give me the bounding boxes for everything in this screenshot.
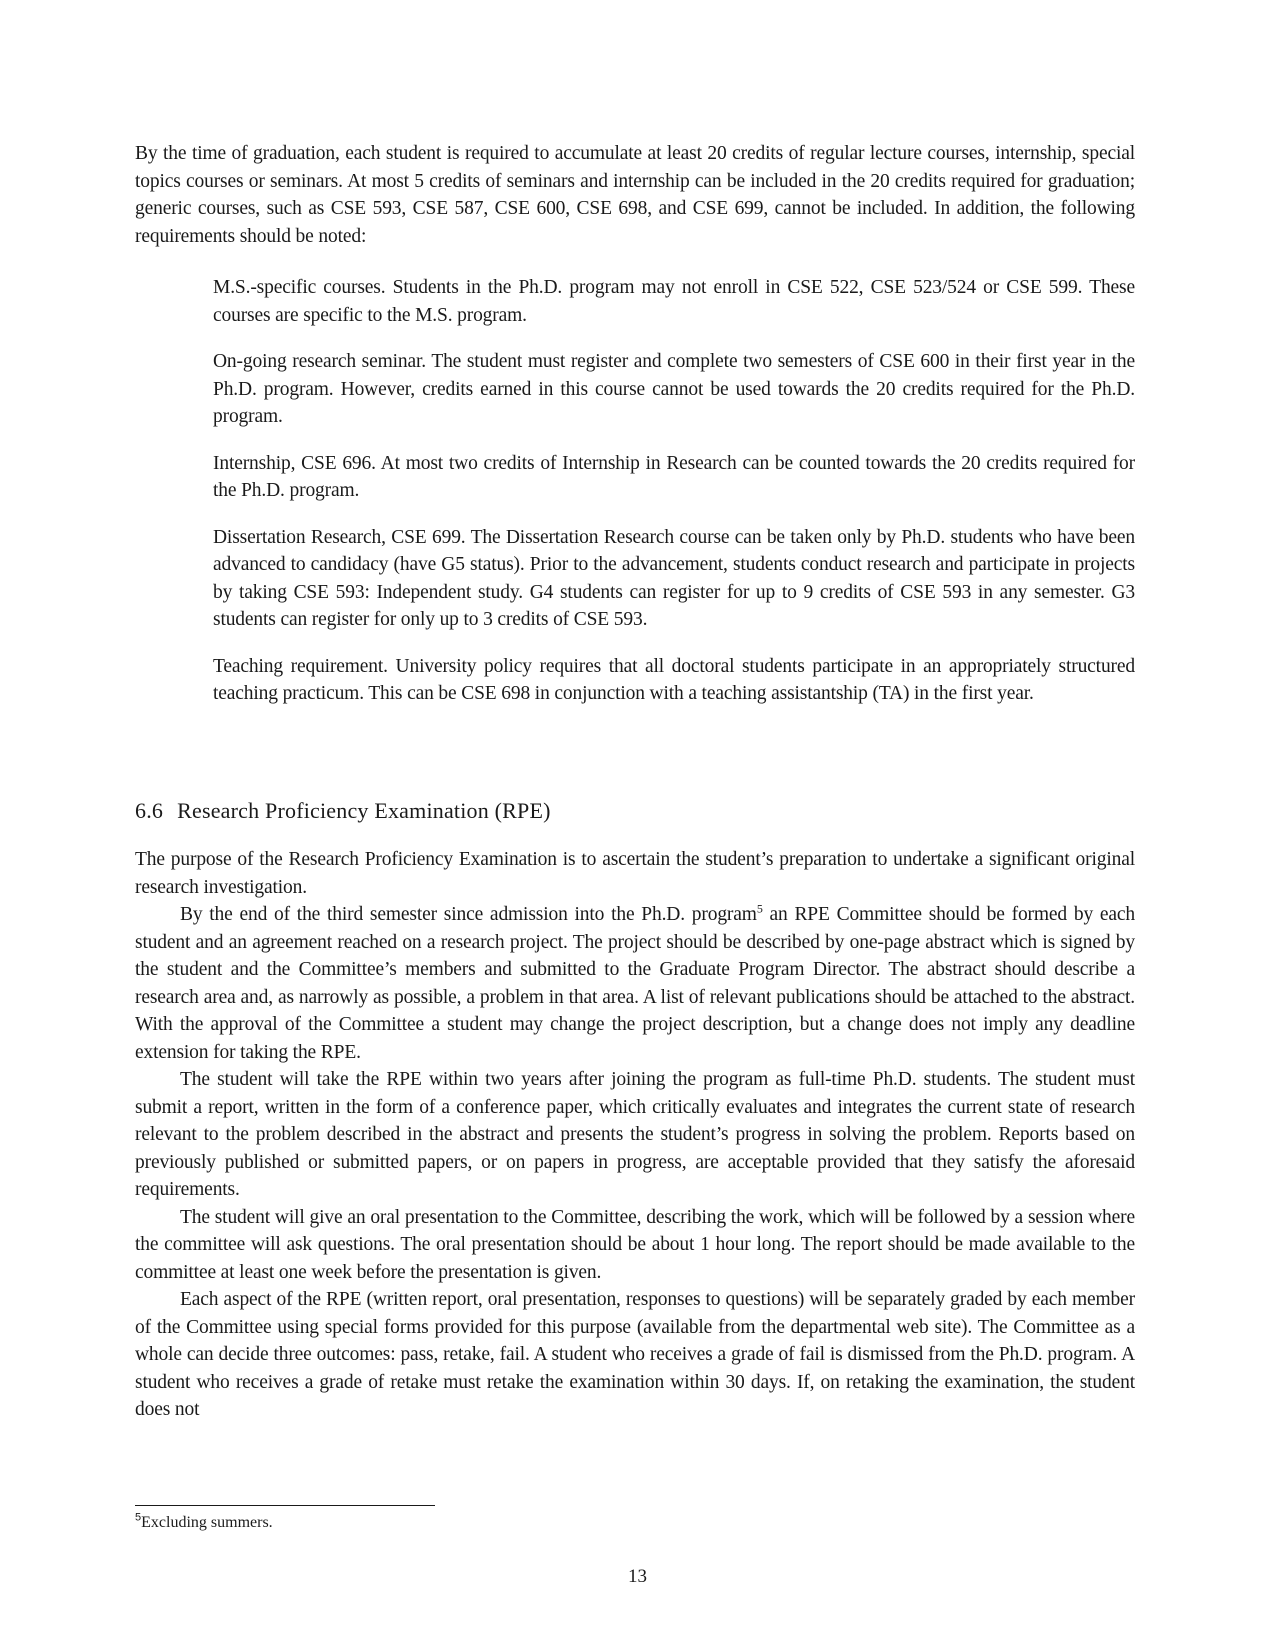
section-heading	[135, 796, 551, 826]
rpe-purpose-paragraph: The purpose of the Research Proficiency Examination is to ascertain the student’s preparation to undertake a significant original research investigation.	[135, 849, 1135, 898]
requirements-list	[213, 274, 1135, 727]
footnote-text: Excluding summers.	[141, 1514, 273, 1531]
page-number: 13	[628, 1566, 647, 1587]
footnote-marker: 5	[135, 1511, 142, 1524]
rpe-presentation-paragraph: The student will give an oral presentation to the Committee, describing the work, which will be followed by a session where the committee will ask questions. The oral presentation should be about 1 hour long. The report should be made available to the committee at least one week before the presentation is given.	[135, 1206, 1135, 1283]
section-number: 6.6	[135, 798, 164, 823]
requirement-research-seminar: On-going research seminar. The student must register and complete two semesters of CSE 600 in their first year in the Ph.D. program. However, credits earned in this course cannot be used towards the 20 credits required for the Ph.D. program.	[213, 351, 1135, 427]
intro-text: By the time of graduation, each student is required to accumulate at least 20 credits of regular lecture courses, internship, special topics courses or seminars. At most 5 credits of seminars and internship can be included in the 20 credits required for graduation; generic courses, such as CSE 593, CSE 587, CSE 600, CSE 698, and CSE 699, cannot be included. In addition, the following requirements should be noted:	[135, 143, 1135, 247]
rpe-committee-paragraph	[135, 901, 1135, 1066]
intro-paragraph	[135, 140, 1135, 250]
section-title: Research Proficiency Examination (RPE)	[177, 798, 551, 823]
requirement-ms-specific: M.S.-specific courses. Students in the Ph.D. program may not enroll in CSE 522, CSE 523/524 or CSE 599. These courses are specific to the M.S. program.	[213, 277, 1135, 326]
requirement-internship: Internship, CSE 696. At most two credits of Internship in Research can be counted towards the 20 credits required for the Ph.D. program.	[213, 452, 1135, 501]
rpe-body	[135, 846, 1135, 1424]
rpe-grading-paragraph: Each aspect of the RPE (written report, oral presentation, responses to questions) will be separately graded by each member of the Committee using special forms provided for this purpose (available from the departmental web site). The Committee as a whole can decide three outcomes: pass, retake, fail. A student who receives a grade of fail is dismissed from the Ph.D. program. A student who receives a grade of retake must retake the examination within 30 days. If, on retaking the examination, the student does not	[135, 1289, 1135, 1420]
rpe-committee-text-start: By the end of the third semester since admission into the Ph.D. program	[180, 904, 757, 925]
footnote-reference[interactable]: 5	[756, 901, 763, 916]
footnote-divider	[135, 1505, 435, 1506]
rpe-report-paragraph: The student will take the RPE within two years after joining the program as full-time Ph.D. students. The student must submit a report, written in the form of a conference paper, which critically evaluates and integrates the current state of research relevant to the problem described in the abstract and presents the student’s progress in solving the problem. Reports based on previously published or submitted papers, or on papers in progress, are acceptable provided that they satisfy the aforesaid requirements.	[135, 1069, 1135, 1200]
requirement-dissertation-research: Dissertation Research, CSE 699. The Dissertation Research course can be taken only by Ph.D. students who have been advanced to candidacy (have G5 status). Prior to the advancement, students conduct research and participate in projects by taking CSE 593: Independent study. G4 students can register for up to 9 credits of CSE 593 in any semester. G3 students can register for only up to 3 credits of CSE 593.	[213, 526, 1135, 630]
requirement-teaching: Teaching requirement. University policy requires that all doctoral students participate in an appropriately structured teaching practicum. This can be CSE 698 in conjunction with a teaching assistantship (TA) in the first year.	[213, 655, 1135, 704]
rpe-committee-text-end: an RPE Committee should be formed by each student and an agreement reached on a research project. The project should be described by one-page abstract which is signed by the student and the Committee’s members and submitted to the Graduate Program Director. The abstract should describe a research area and, as narrowly as possible, a problem in that area. A list of relevant publications should be attached to the abstract. With the approval of the Committee a student may change the project description, but a change does not imply any deadline extension for taking the RPE.	[135, 904, 1136, 1063]
footnote	[135, 1512, 273, 1534]
